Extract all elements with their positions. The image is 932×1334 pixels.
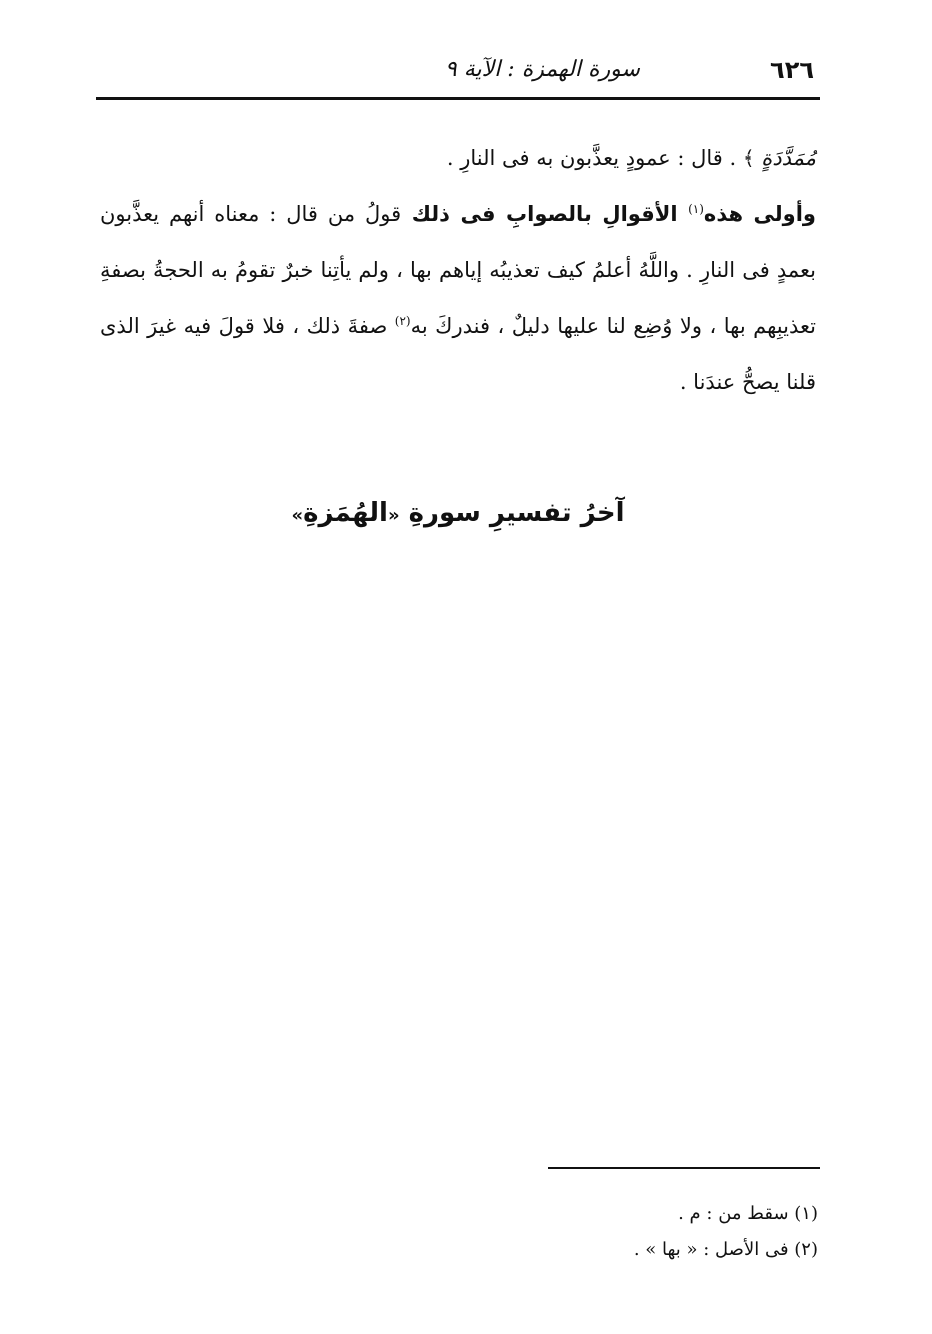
paragraph-text-2: صفةَ ذلك ، فلا قولَ فيه غيرَ الذى قلنا يصحُّ عندَنا . — [100, 314, 816, 394]
quote-close: » — [291, 505, 304, 526]
footnote-rule — [548, 1167, 820, 1169]
running-head: سورة الهمزة : الآية ٩ — [444, 57, 640, 82]
quran-ornament: ﴾ — [742, 146, 755, 170]
body-text — [100, 130, 816, 410]
closing-title — [96, 488, 820, 541]
page-header — [96, 52, 820, 92]
surah-name: الهُمَزةِ — [303, 498, 388, 528]
paragraph-text-1: قولُ من قال : معناه أنهم يعذَّبون بعمدٍ فى النارِ . واللَّهُ أعلمُ كيف تعذيبُه إياهم بها ، ولم يأتِنا خبرٌ تقومُ به الحجةُ بصفةِ تعذيبِهم بها ، ولا وُضِع لنا عليها دليلٌ ، فندركَ به — [100, 202, 816, 338]
footnote-2: (٢) فى الأصل : « بها » . — [633, 1239, 818, 1260]
page-number: ٦٢٦ — [770, 56, 814, 84]
verse-line — [100, 130, 816, 186]
verse-commentary: . قال : عمودٍ يعذَّبون به فى النارِ . — [446, 146, 743, 170]
footnote-ref-2: (٢) — [394, 314, 411, 328]
paragraph-opening: وأولى هذه — [703, 202, 816, 226]
closing-text: آخرُ تفسيرِ سورةِ — [399, 498, 625, 528]
footnotes — [318, 1196, 818, 1268]
quran-word: مُمَدَّدَةٍ — [761, 146, 816, 170]
quote-open: « — [387, 505, 400, 526]
paragraph-bold-phrase: الأقوالِ بالصوابِ فى ذلك — [401, 202, 689, 226]
main-paragraph — [100, 186, 816, 410]
header-rule — [96, 97, 820, 100]
footnote-ref-1: (١) — [688, 202, 704, 216]
footnote-1: (١) سقط من : م . — [678, 1203, 818, 1224]
